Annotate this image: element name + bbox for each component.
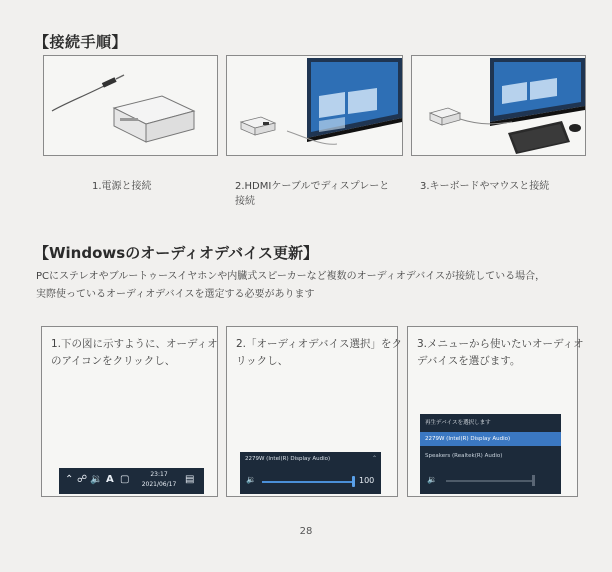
step-3-line-1: 3.メニューから使いたいオーディオ [417,338,584,350]
intro-line-2: 実際使っているオーディオデバイスを選定する必要があります [36,289,315,300]
notification-icon[interactable]: ▤ [185,474,195,485]
volume-popup [240,452,381,494]
speaker-icon: 🔉 [427,475,437,484]
network-icon[interactable]: ☍ [77,474,88,485]
intro-line-1: PCにステレオやブルートゥースイヤホンや内臓式スピーカーなど複数のオーディオデバイスが接続している場合， [36,271,546,282]
illustration-power [43,55,218,156]
power-illustration-svg [44,56,217,155]
caption-hdmi-line1: 2.HDMIケーブルでディスプレーと [235,181,390,192]
illustration-hdmi [226,55,403,156]
taskbar-time: 23:17 [150,471,168,478]
caption-hdmi-line2: 接続 [235,196,255,207]
volume-value: 100 [359,476,375,485]
chevron-up-icon[interactable]: ⌃ [65,474,74,485]
hdmi-illustration-svg [227,56,402,155]
speaker-icon[interactable]: 🔉 [246,475,256,484]
caption-power: 1.電源と接続 [92,181,152,192]
speaker-icon[interactable]: 🔉 [90,474,103,485]
step-1-line-2: のアイコンをクリックし、 [51,355,176,367]
ime-icon[interactable]: A [106,474,114,485]
caption-keyboard: 3.キーボードやマウスと接続 [420,181,550,192]
keyboard-illustration-svg [412,56,585,155]
taskbar-clock[interactable] [141,470,177,490]
menu-volume-track [446,480,534,482]
playback-device-menu [420,414,561,494]
tablet-icon[interactable]: ▢ [120,474,130,485]
windows-taskbar [59,468,204,494]
taskbar-date: 2021/06/17 [141,481,177,488]
section-title-connection: 【接続手順】 [34,33,128,51]
chevron-up-icon[interactable]: ⌃ [371,455,377,462]
audio-device-selector[interactable]: 2279W (Intel(R) Display Audio) [245,456,331,462]
menu-item-speakers[interactable]: Speakers (Realtek(R) Audio) [425,453,503,459]
section-title-audio: 【Windowsのオーディオデバイス更新】 [34,244,318,262]
volume-slider-track[interactable] [262,481,354,483]
illustration-keyboard [411,55,586,156]
menu-volume-thumb [532,475,535,486]
step-1-line-1: 1.下の図に示すように、オーディオ [51,338,218,350]
step-3-line-2: デバイスを選びます。 [417,355,521,367]
volume-slider-thumb[interactable] [352,476,355,487]
step-2-line-1: 2.「オーディオデバイス選択」をク [236,338,402,350]
step-2-line-2: リックし、 [236,355,289,367]
page-number: 28 [299,526,313,537]
menu-item-display-audio[interactable]: 2279W (Intel(R) Display Audio) [420,432,561,446]
menu-title: 再生デバイスを選択します [425,420,491,426]
